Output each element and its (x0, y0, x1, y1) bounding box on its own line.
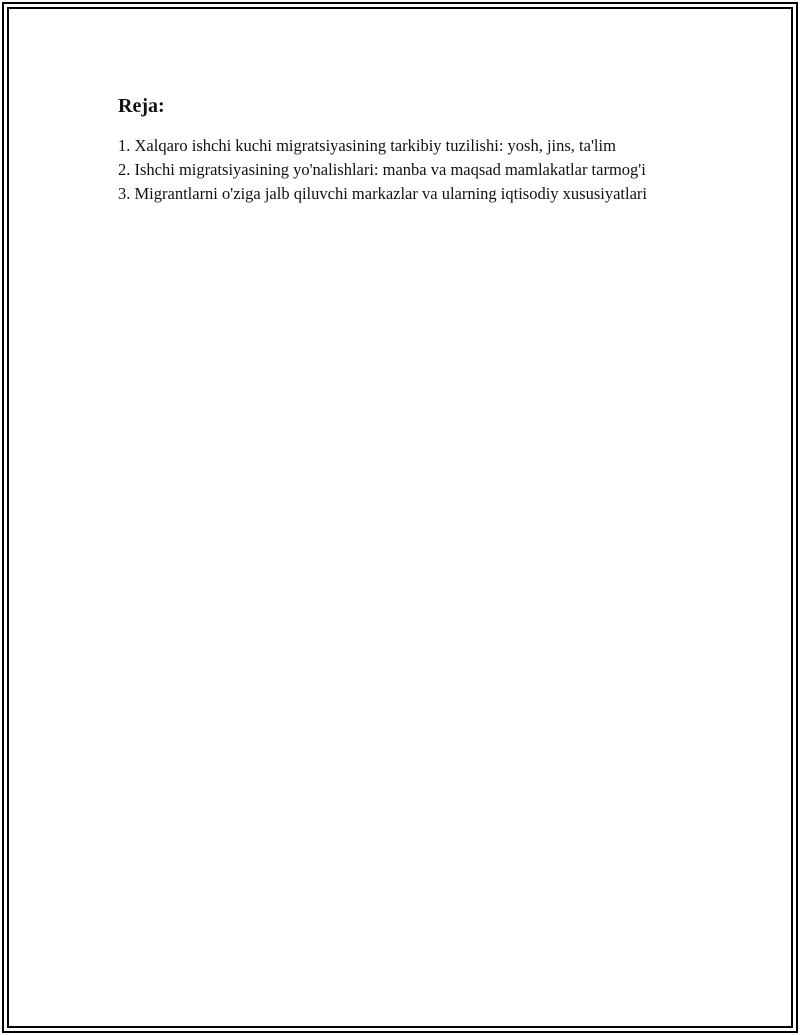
plan-item-3: 3. Migrantlarni o'ziga jalb qiluvchi markazlar va ularning iqtisodiy xususiyatlari (118, 184, 648, 203)
plan-item-2: 2. Ishchi migratsiyasining yo'nalishlari: manba va maqsad mamlakatlar tarmog'i (118, 160, 646, 179)
plan-title: Reja: (118, 95, 165, 117)
plan-list (118, 134, 688, 206)
document-content (118, 94, 688, 206)
plan-item-1: 1. Xalqaro ishchi kuchi migratsiyasining tarkibiy tuzilishi: yosh, jins, ta'lim (118, 136, 616, 155)
